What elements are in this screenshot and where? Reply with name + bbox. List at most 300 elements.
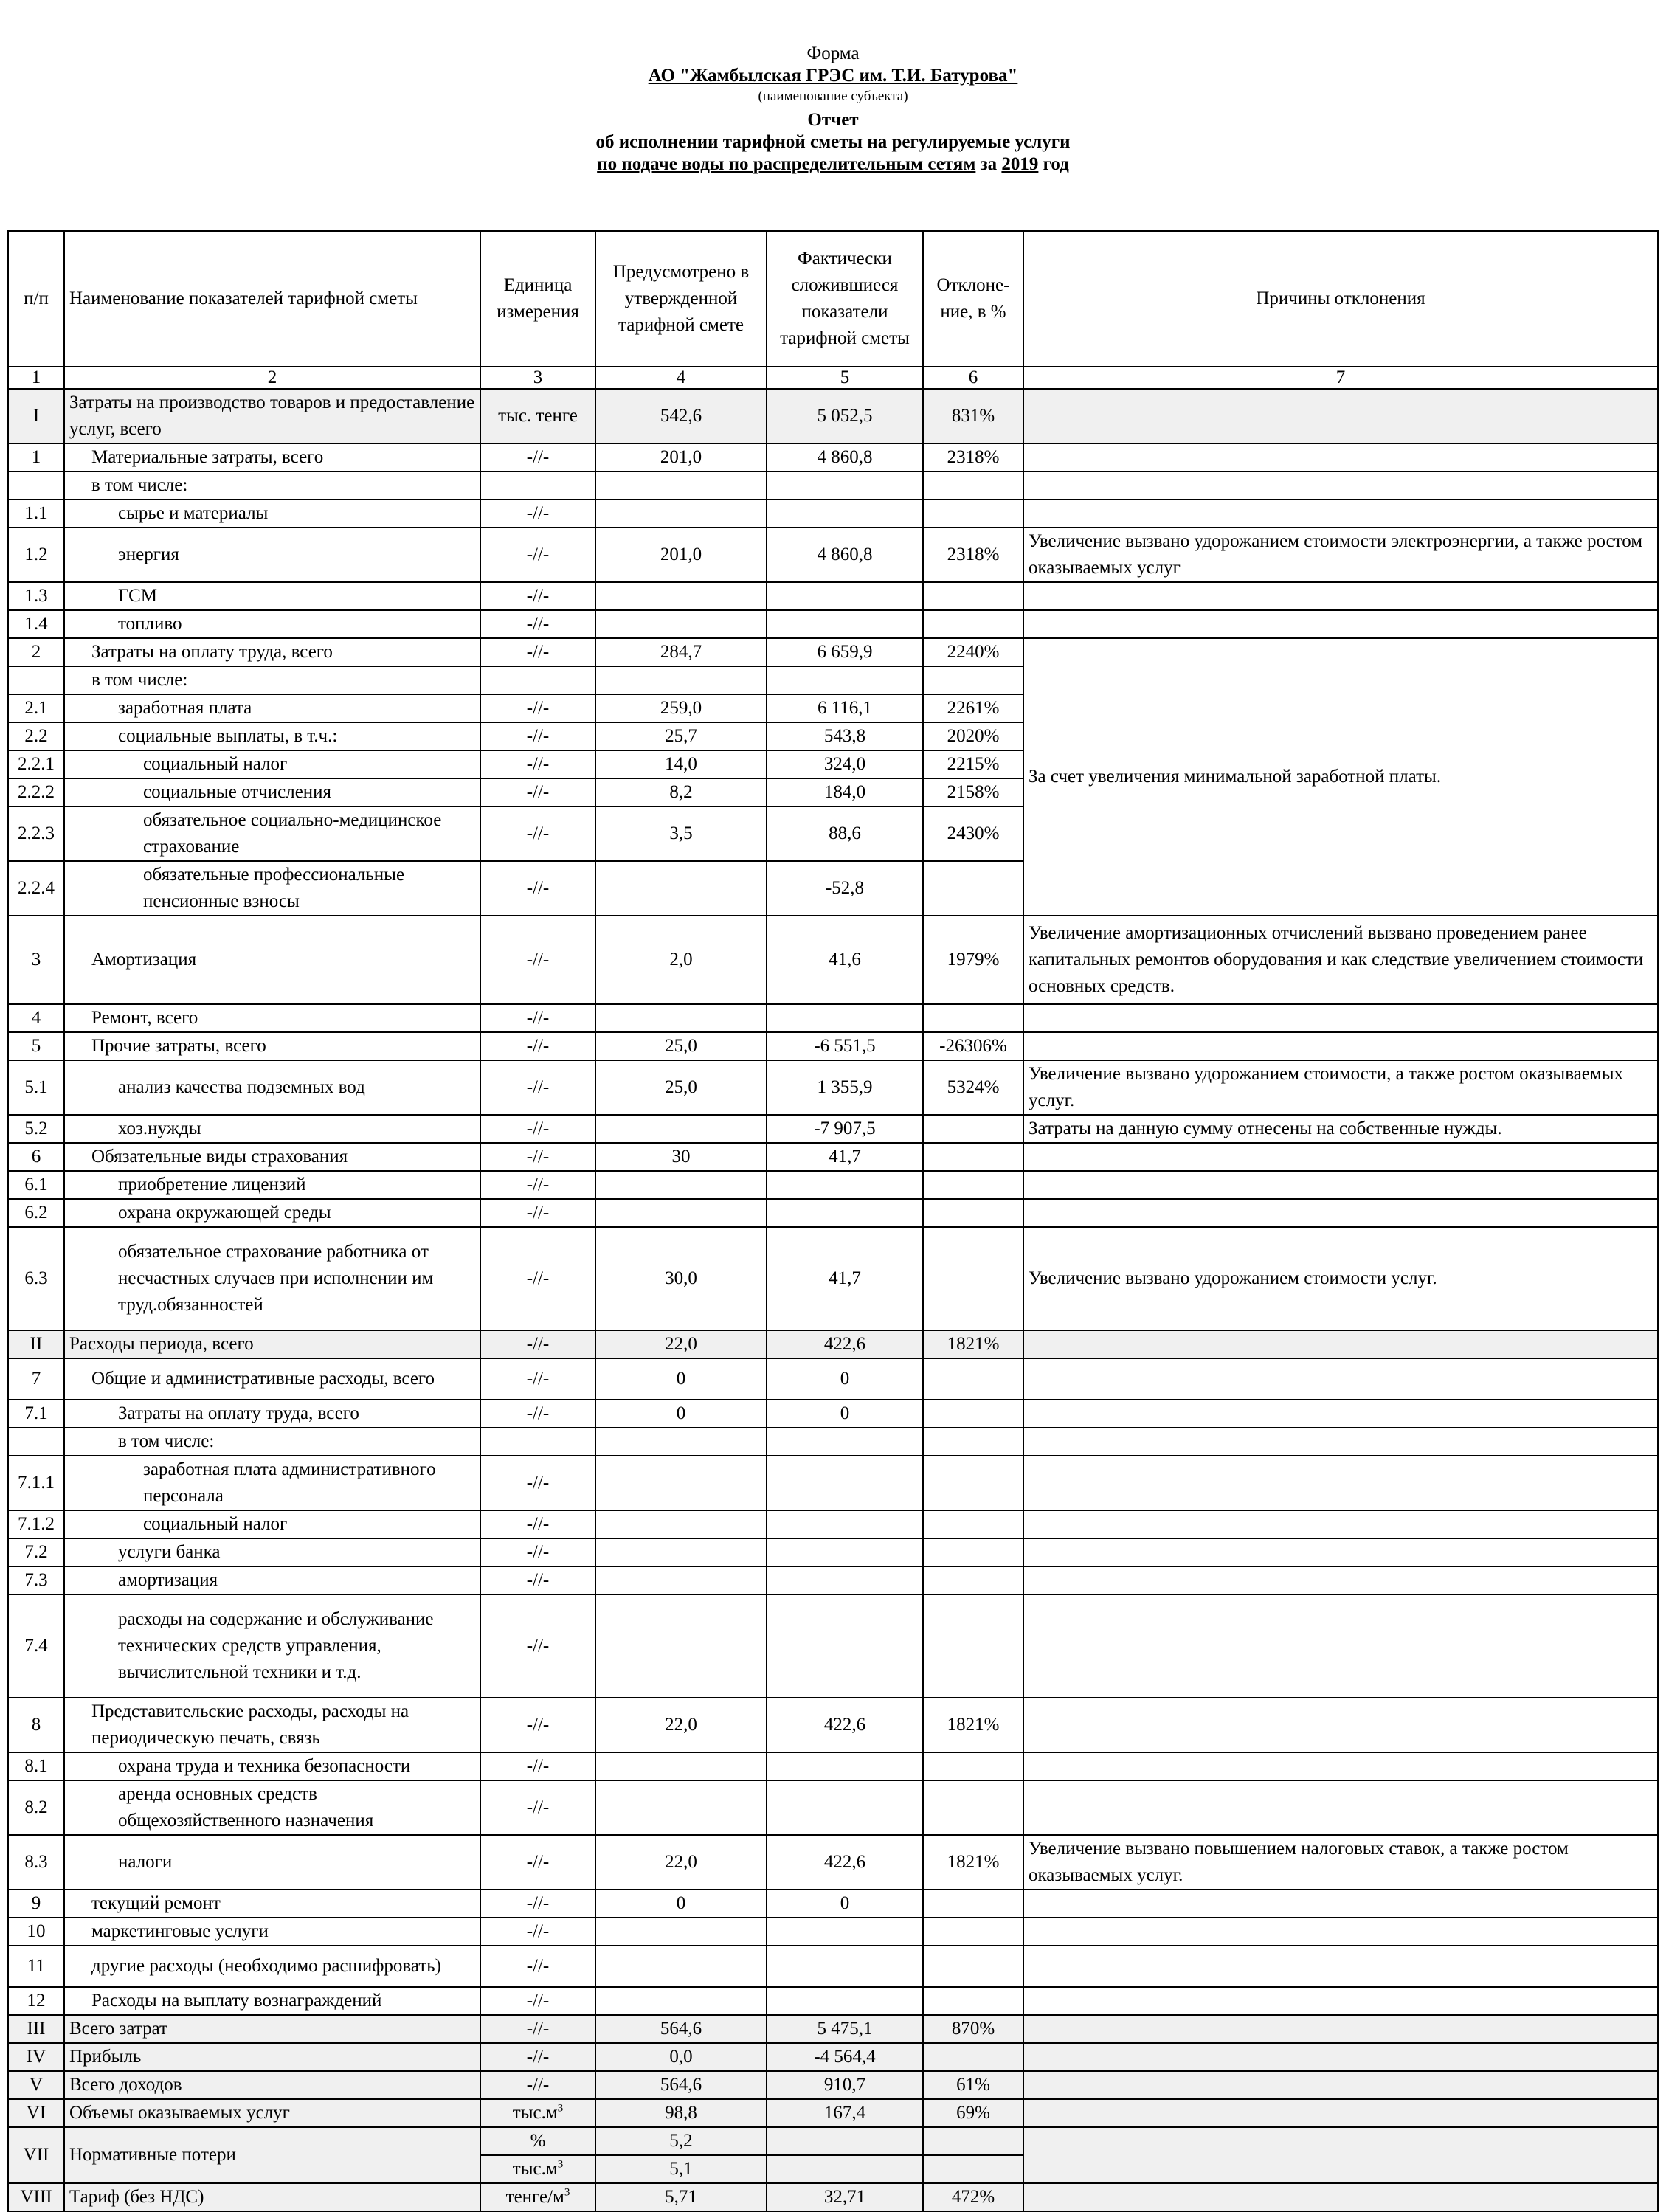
cell-num-text: 12: [27, 1991, 46, 2011]
cell-unit: [480, 1456, 595, 1510]
cell-plan-text: 5,71: [665, 2187, 697, 2207]
table-row: [8, 1358, 1658, 1400]
cell-deviation: [923, 1400, 1023, 1428]
cell-name-text: Затраты на оплату труда, всего: [118, 1403, 359, 1423]
cell-unit-text: -//-: [526, 1797, 550, 1817]
cell-unit-text: -//-: [526, 503, 550, 523]
cell-name-text: Всего доходов: [69, 2075, 182, 2095]
cell-plan-text: 2,0: [669, 950, 693, 970]
cell-plan: [595, 1428, 767, 1456]
cell-fact: [767, 1115, 923, 1143]
tariff-estimate-table: [7, 230, 1659, 2212]
cell-num: [8, 1987, 64, 2015]
cell-fact: [767, 1594, 923, 1698]
cell-unit: [480, 1143, 595, 1171]
column-number-row: [8, 367, 1658, 389]
cell-unit: [480, 1115, 595, 1143]
cell-deviation: [923, 2155, 1023, 2183]
cell-plan: [595, 1456, 767, 1510]
cell-unit-text: -//-: [526, 1334, 550, 1354]
cell-deviation: [923, 1946, 1023, 1987]
col-number: 6: [923, 367, 1023, 389]
cell-fact-text: 422,6: [823, 1852, 866, 1872]
cell-reason: [1023, 1358, 1658, 1400]
cell-deviation: [923, 722, 1023, 750]
cell-deviation-text: 69%: [956, 2103, 990, 2123]
cell-plan: [595, 1890, 767, 1918]
cell-deviation: [923, 1698, 1023, 1752]
company-name: АО "Жамбылская ГРЭС им. Т.И. Батурова": [648, 66, 1018, 86]
cell-plan: [595, 1835, 767, 1890]
cell-deviation: [923, 1227, 1023, 1330]
cell-reason: [1023, 1032, 1658, 1060]
report-year: 2019: [1001, 154, 1039, 174]
cell-name: [64, 443, 480, 471]
table-row: [8, 528, 1658, 582]
cell-unit: [480, 666, 595, 694]
cell-unit: [480, 1594, 595, 1698]
table-row: [8, 1227, 1658, 1330]
cell-unit: [480, 1428, 595, 1456]
cell-reason: [1023, 500, 1658, 528]
cell-plan: [595, 389, 767, 443]
cell-num: [8, 1004, 64, 1032]
cell-unit-text: -//-: [526, 1893, 550, 1913]
cell-num: [8, 1566, 64, 1594]
cell-deviation: [923, 1780, 1023, 1835]
cell-reason: [1023, 1566, 1658, 1594]
cell-plan: [595, 2015, 767, 2043]
cell-name: [64, 2099, 480, 2127]
cell-name-text: другие расходы (необходимо расшифровать): [91, 1956, 441, 1976]
cell-deviation-text: 472%: [951, 2187, 995, 2207]
table-row: [8, 2127, 1658, 2155]
cell-num-text: 7.1.1: [18, 1473, 55, 1493]
table-row: [8, 1698, 1658, 1752]
cell-reason: [1023, 1199, 1658, 1227]
cell-reason-text: Увеличение вызвано повышением налоговых ставок, а также ростом оказываемых услуг.: [1029, 1839, 1569, 1885]
table-row: [8, 2015, 1658, 2043]
cell-plan-text: 3,5: [669, 823, 693, 843]
cell-fact: [767, 443, 923, 471]
cell-plan: [595, 1143, 767, 1171]
cell-name: [64, 722, 480, 750]
cell-deviation-text: 2430%: [947, 823, 1000, 843]
cell-unit-text: -//-: [526, 1570, 550, 1590]
cell-plan: [595, 1400, 767, 1428]
cell-unit-text: -//-: [526, 545, 550, 564]
cell-num-text: 6.2: [24, 1203, 48, 1223]
table-row: [8, 638, 1658, 666]
cell-deviation: [923, 1835, 1023, 1890]
cell-fact-text: 184,0: [823, 782, 866, 802]
cell-plan-text: 14,0: [665, 754, 697, 774]
cell-unit-text: тыс.м: [512, 2103, 558, 2123]
cell-num: [8, 1400, 64, 1428]
cell-name: [64, 778, 480, 806]
cell-unit: [480, 2015, 595, 2043]
service-name: по подаче воды по распределительным сетям: [597, 154, 976, 174]
cell-name-text: заработная плата административного персонала: [143, 1459, 436, 1506]
cell-name: [64, 1946, 480, 1987]
cell-plan: [595, 778, 767, 806]
cell-reason: [1023, 1456, 1658, 1510]
cell-num-text: 1.2: [24, 545, 48, 564]
cell-deviation: [923, 528, 1023, 582]
cell-num-text: 1.3: [24, 586, 48, 606]
cell-plan-text: 25,0: [665, 1077, 697, 1097]
cell-reason: [1023, 1227, 1658, 1330]
cell-fact: [767, 1004, 923, 1032]
cell-unit-text: -//-: [526, 726, 550, 746]
cell-unit: [480, 1835, 595, 1890]
cell-unit: [480, 2071, 595, 2099]
cell-unit: [480, 2155, 595, 2183]
cell-fact: [767, 806, 923, 861]
cell-fact: [767, 2071, 923, 2099]
cell-unit-text: -//-: [526, 950, 550, 970]
table-row: [8, 1510, 1658, 1538]
cell-unit: [480, 806, 595, 861]
cell-num: [8, 2015, 64, 2043]
cell-unit-text: -//-: [526, 1514, 550, 1534]
cell-fact-text: -52,8: [825, 878, 865, 898]
cell-num-text: II: [30, 1334, 43, 1354]
cell-name-text: Представительские расходы, расходы на периодическую печать, связь: [91, 1701, 409, 1748]
cell-fact: [767, 1538, 923, 1566]
table-row: [8, 1594, 1658, 1698]
cell-deviation: [923, 916, 1023, 1004]
cell-unit: [480, 1199, 595, 1227]
cell-plan: [595, 1060, 767, 1115]
table-row: [8, 500, 1658, 528]
cell-deviation: [923, 389, 1023, 443]
cell-num: [8, 1060, 64, 1115]
cell-name-text: Объемы оказываемых услуг: [69, 2103, 290, 2123]
cell-unit: [480, 1698, 595, 1752]
cell-deviation-text: 5324%: [947, 1077, 1000, 1097]
col-number: 5: [767, 367, 923, 389]
table-row: [8, 443, 1658, 471]
cell-num: [8, 1428, 64, 1456]
cell-fact: [767, 2043, 923, 2071]
cell-fact: [767, 750, 923, 778]
cell-reason: [1023, 443, 1658, 471]
cell-unit: [480, 528, 595, 582]
cell-name: [64, 1538, 480, 1566]
cell-unit: [480, 2127, 595, 2155]
cell-plan: [595, 582, 767, 610]
cell-reason: [1023, 1143, 1658, 1171]
cell-reason: [1023, 1698, 1658, 1752]
cell-num-text: 8.3: [24, 1852, 48, 1872]
cell-unit-text: -//-: [526, 1119, 550, 1138]
cell-name: [64, 2015, 480, 2043]
cell-num-text: 1.1: [24, 503, 48, 523]
cell-name-text: амортизация: [118, 1570, 218, 1590]
cell-num-text: 2.1: [24, 698, 48, 718]
cell-plan-text: 284,7: [660, 642, 702, 662]
cell-unit-text: -//-: [526, 878, 550, 898]
cell-name-text: в том числе:: [91, 475, 188, 495]
cell-plan: [595, 1698, 767, 1752]
cell-deviation: [923, 2183, 1023, 2211]
cell-unit: [480, 1538, 595, 1566]
cell-plan-text: 5,2: [669, 2131, 693, 2151]
cell-name: [64, 1698, 480, 1752]
cell-unit-text: тыс.м: [512, 2159, 558, 2179]
cell-plan-text: 30: [671, 1147, 691, 1167]
cell-name-text: аренда основных средств общехозяйственного назначения: [118, 1784, 374, 1831]
cell-num-text: 1: [31, 447, 41, 467]
cell-num: [8, 2071, 64, 2099]
cell-plan: [595, 2099, 767, 2127]
cell-plan-text: 201,0: [660, 447, 702, 467]
cell-num: [8, 1946, 64, 1987]
cell-unit: [480, 1060, 595, 1115]
cell-fact: [767, 1199, 923, 1227]
table-row: [8, 1032, 1658, 1060]
col-number: 3: [480, 367, 595, 389]
cell-fact: [767, 1032, 923, 1060]
cell-unit-text: -//-: [526, 1268, 550, 1288]
year-prefix: за: [980, 154, 998, 174]
cell-unit: [480, 1918, 595, 1946]
cell-plan-text: 0: [676, 1369, 686, 1389]
cell-plan: [595, 2043, 767, 2071]
cell-reason: [1023, 1510, 1658, 1538]
cell-name-text: Материальные затраты, всего: [91, 447, 324, 467]
cell-deviation: [923, 1890, 1023, 1918]
cell-plan: [595, 1987, 767, 2015]
cell-num-text: 5: [31, 1036, 41, 1056]
cell-name: [64, 1060, 480, 1115]
cell-fact: [767, 2015, 923, 2043]
table-row: [8, 2099, 1658, 2127]
col-header-fact: Фактически сложившиеся показатели тарифной сметы: [767, 231, 923, 367]
cell-fact-text: 422,6: [823, 1334, 866, 1354]
cell-num-text: 7: [31, 1369, 41, 1389]
cell-plan-text: 25,7: [665, 726, 697, 746]
cell-num: [8, 610, 64, 638]
cell-unit: [480, 443, 595, 471]
cell-name-text: Общие и административные расходы, всего: [91, 1369, 435, 1389]
cell-name-text: социальные выплаты, в т.ч.:: [118, 726, 338, 746]
cell-reason: [1023, 1060, 1658, 1115]
cell-reason: [1023, 2099, 1658, 2127]
cell-deviation: [923, 2071, 1023, 2099]
cell-reason: [1023, 1330, 1658, 1358]
cell-name: [64, 1456, 480, 1510]
cell-unit: [480, 861, 595, 916]
cell-num-text: 4: [31, 1008, 41, 1028]
cell-unit: [480, 1330, 595, 1358]
cell-plan: [595, 2071, 767, 2099]
cell-num-text: 2.2.4: [18, 878, 55, 898]
cell-deviation: [923, 1330, 1023, 1358]
cell-num: [8, 1330, 64, 1358]
cell-name-text: в том числе:: [118, 1431, 215, 1451]
cell-unit-text: -//-: [526, 2047, 550, 2067]
cell-fact-text: 6 116,1: [817, 698, 873, 718]
cell-num: [8, 1835, 64, 1890]
cell-unit-text: тенге/м: [505, 2187, 564, 2207]
cell-unit: [480, 1566, 595, 1594]
cell-num-text: 8.2: [24, 1797, 48, 1817]
cell-plan: [595, 528, 767, 582]
cell-unit-text: -//-: [526, 1369, 550, 1389]
cell-name-text: заработная плата: [118, 698, 252, 718]
table-row: [8, 2183, 1658, 2211]
cell-num: [8, 1358, 64, 1400]
cell-name: [64, 528, 480, 582]
cell-reason: [1023, 1004, 1658, 1032]
cell-deviation-text: 2158%: [947, 782, 1000, 802]
cell-plan-text: 22,0: [665, 1852, 697, 1872]
cell-num: [8, 1594, 64, 1698]
table-row: [8, 1456, 1658, 1510]
cell-reason: [1023, 1835, 1658, 1890]
cell-unit-text: тыс. тенге: [498, 406, 578, 426]
cell-plan-text: 259,0: [660, 698, 702, 718]
cell-reason: [1023, 2043, 1658, 2071]
cell-deviation: [923, 1004, 1023, 1032]
cell-reason: [1023, 1946, 1658, 1987]
cell-num-text: 7.1: [24, 1403, 48, 1423]
cell-fact-text: -4 564,4: [814, 2047, 876, 2067]
cell-num: [8, 1698, 64, 1752]
cell-num: [8, 1171, 64, 1199]
cell-deviation-text: 1821%: [947, 1852, 1000, 1872]
cell-plan: [595, 861, 767, 916]
cell-plan-text: 30,0: [665, 1268, 697, 1288]
cell-unit-text: -//-: [526, 1756, 550, 1776]
col-header-deviation: Отклоне-ние, в %: [923, 231, 1023, 367]
cell-plan: [595, 916, 767, 1004]
cell-deviation: [923, 2127, 1023, 2155]
cell-unit: [480, 2043, 595, 2071]
cell-deviation: [923, 1538, 1023, 1566]
cell-num-text: 2.2.1: [18, 754, 55, 774]
cell-fact-text: 32,71: [823, 2187, 866, 2207]
cell-reason: [1023, 1115, 1658, 1143]
table-row: [8, 1171, 1658, 1199]
cell-num-text: 7.2: [24, 1542, 48, 1562]
cell-name: [64, 666, 480, 694]
cell-fact: [767, 1400, 923, 1428]
cell-num: [8, 2183, 64, 2211]
report-title: Отчет: [807, 110, 859, 130]
cell-name: [64, 389, 480, 443]
cell-name-text: Нормативные потери: [69, 2145, 236, 2165]
cell-name: [64, 1890, 480, 1918]
cell-fact: [767, 722, 923, 750]
cell-unit: [480, 1358, 595, 1400]
cell-plan: [595, 666, 767, 694]
cell-fact-text: 167,4: [823, 2103, 866, 2123]
col-header-num: п/п: [8, 231, 64, 367]
cell-reason: [1023, 389, 1658, 443]
cell-name-text: услуги банка: [118, 1542, 221, 1562]
cell-num: [8, 528, 64, 582]
cell-fact-text: 5 052,5: [817, 406, 873, 426]
cell-fact: [767, 916, 923, 1004]
table-row: [8, 471, 1658, 500]
cell-num-text: 8.1: [24, 1756, 48, 1776]
cell-name-text: топливо: [118, 614, 182, 634]
form-label: Форма: [806, 44, 860, 63]
table-row: [8, 1538, 1658, 1566]
cell-num-text: 6: [31, 1147, 41, 1167]
cell-name-text: Обязательные виды страхования: [91, 1147, 348, 1167]
cell-deviation-text: 2318%: [947, 447, 1000, 467]
cell-plan-text: 22,0: [665, 1715, 697, 1735]
column-header-row: [8, 231, 1658, 367]
cell-deviation: [923, 1456, 1023, 1510]
cell-num: [8, 2127, 64, 2183]
cell-reason: [1023, 2127, 1658, 2183]
cell-fact: [767, 500, 923, 528]
cell-num: [8, 389, 64, 443]
cell-unit: [480, 1510, 595, 1538]
cell-fact: [767, 1227, 923, 1330]
cell-fact: [767, 694, 923, 722]
cell-plan: [595, 1594, 767, 1698]
table-row: [8, 389, 1658, 443]
cell-num: [8, 694, 64, 722]
cell-name-text: Расходы периода, всего: [69, 1334, 254, 1354]
cell-num: [8, 443, 64, 471]
cell-unit: [480, 471, 595, 500]
cell-name: [64, 638, 480, 666]
cell-unit: [480, 1227, 595, 1330]
cell-deviation-text: 1821%: [947, 1715, 1000, 1735]
cell-unit-text: -//-: [526, 1203, 550, 1223]
cell-name-text: Тариф (без НДС): [69, 2187, 204, 2207]
cell-fact-text: 324,0: [823, 754, 866, 774]
col-number: 7: [1023, 367, 1658, 389]
table-row: [8, 1060, 1658, 1115]
cell-name-text: охрана труда и техника безопасности: [118, 1756, 411, 1776]
cell-name: [64, 1330, 480, 1358]
cell-num: [8, 582, 64, 610]
cell-plan: [595, 694, 767, 722]
cell-unit-text: -//-: [526, 1036, 550, 1056]
cell-name-text: Амортизация: [91, 950, 197, 970]
cell-unit: [480, 389, 595, 443]
cell-name-text: Всего затрат: [69, 2019, 167, 2039]
cell-name: [64, 750, 480, 778]
cell-name-text: текущий ремонт: [91, 1893, 221, 1913]
cell-name-text: в том числе:: [91, 670, 188, 690]
cell-num: [8, 1918, 64, 1946]
cell-fact-text: 4 860,8: [817, 545, 873, 564]
cell-deviation: [923, 1594, 1023, 1698]
cell-unit-text: -//-: [526, 1636, 550, 1656]
table-row: [8, 1918, 1658, 1946]
cell-deviation: [923, 1358, 1023, 1400]
cell-num-text: 8: [31, 1715, 41, 1735]
cell-name: [64, 2043, 480, 2071]
table-row: [8, 610, 1658, 638]
table-row: [8, 2043, 1658, 2071]
cell-num-text: 6.1: [24, 1175, 48, 1195]
cell-plan: [595, 1918, 767, 1946]
cell-plan: [595, 1227, 767, 1330]
table-row: [8, 1428, 1658, 1456]
table-row: [8, 1566, 1658, 1594]
cell-plan-text: 0,0: [669, 2047, 693, 2067]
